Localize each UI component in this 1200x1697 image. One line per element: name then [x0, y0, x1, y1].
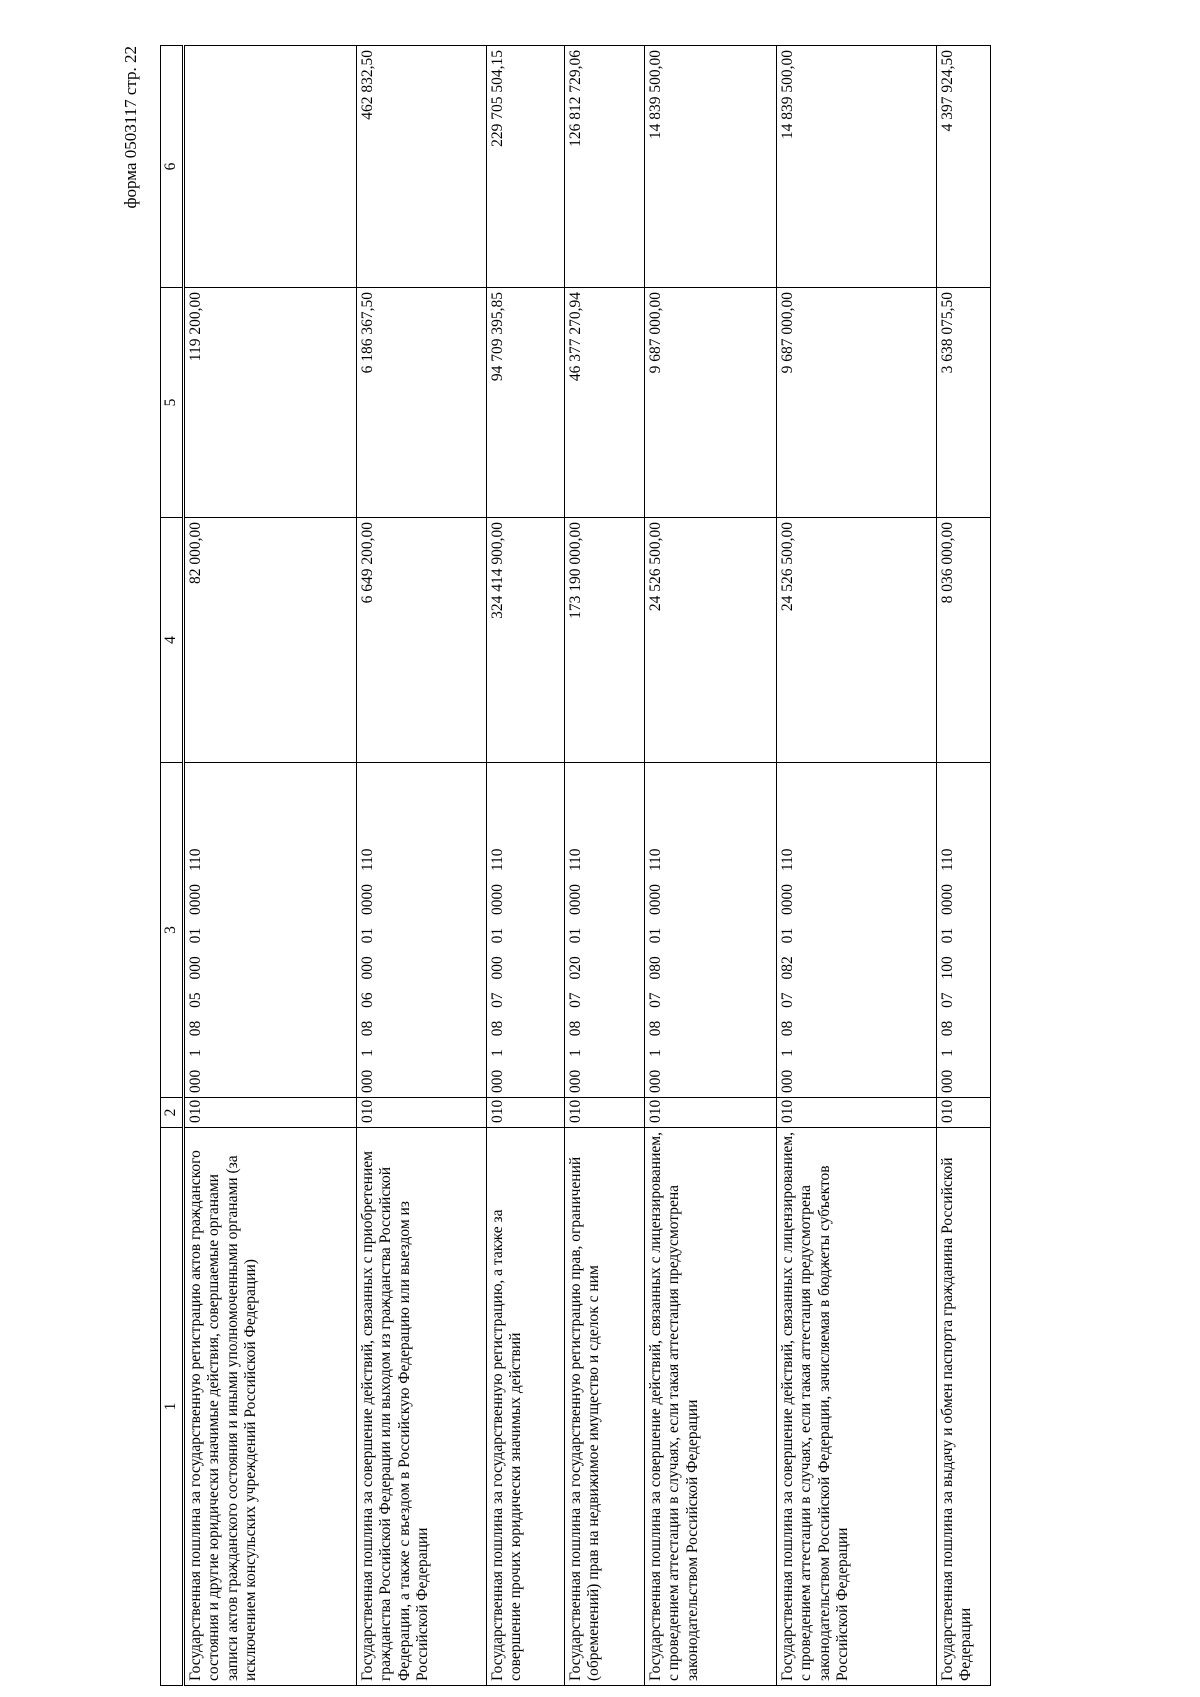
income-table	[160, 45, 991, 1686]
budget-code-cell: 000 1 08 06 000 01 0000 110	[356, 763, 486, 1098]
column-number-row	[161, 46, 184, 1686]
line-code-cell: 010	[486, 1098, 564, 1128]
column-header: 3	[161, 763, 184, 1098]
budget-code-cell: 000 1 08 07 100 01 0000 110	[936, 763, 990, 1098]
unexecuted-cell	[183, 46, 356, 288]
rotated-content	[117, 46, 1017, 1686]
executed-cell: 94 709 395,85	[486, 288, 564, 518]
column-header: 2	[161, 1098, 184, 1128]
column-header: 6	[161, 46, 184, 288]
executed-cell: 3 638 075,50	[936, 288, 990, 518]
approved-cell: 24 526 500,00	[776, 518, 936, 763]
budget-code-cell: 000 1 08 07 020 01 0000 110	[564, 763, 644, 1098]
line-code-cell: 010	[776, 1098, 936, 1128]
table-row	[356, 46, 486, 1686]
approved-cell: 324 414 900,00	[486, 518, 564, 763]
line-code-cell: 010	[183, 1098, 356, 1128]
table-row	[183, 46, 356, 1686]
line-code-cell: 010	[644, 1098, 776, 1128]
approved-cell: 173 190 000,00	[564, 518, 644, 763]
approved-cell: 6 649 200,00	[356, 518, 486, 763]
approved-cell: 8 036 000,00	[936, 518, 990, 763]
table-row	[776, 46, 936, 1686]
line-code-cell: 010	[936, 1098, 990, 1128]
budget-code-cell: 000 1 08 07 080 01 0000 110	[644, 763, 776, 1098]
column-header: 4	[161, 518, 184, 763]
table-row	[486, 46, 564, 1686]
income-name-cell: Государственная пошлина за совершение действий, связанных с лицензированием, с проведением аттестации в случаях, если такая аттестация предусмотрена законодательством Российской Федерации, зачисляемая в бюджеты субъектов Российской Федерации	[776, 1128, 936, 1686]
executed-cell: 119 200,00	[183, 288, 356, 518]
unexecuted-cell: 14 839 500,00	[776, 46, 936, 288]
approved-cell: 82 000,00	[183, 518, 356, 763]
unexecuted-cell: 4 397 924,50	[936, 46, 990, 288]
unexecuted-cell: 14 839 500,00	[644, 46, 776, 288]
unexecuted-cell: 229 705 504,15	[486, 46, 564, 288]
column-header: 1	[161, 1128, 184, 1686]
unexecuted-cell: 126 812 729,06	[564, 46, 644, 288]
income-name-cell: Государственная пошлина за совершение действий, связанных с лицензированием, с проведением аттестации в случаях, если такая аттестация предусмотрена законодательством Российской Федерации	[644, 1128, 776, 1686]
executed-cell: 6 186 367,50	[356, 288, 486, 518]
budget-code-cell: 000 1 08 07 082 01 0000 110	[776, 763, 936, 1098]
table-row	[644, 46, 776, 1686]
income-name-cell: Государственная пошлина за государственную регистрацию, а также за совершение прочих юридически значимых действий	[486, 1128, 564, 1686]
approved-cell: 24 526 500,00	[644, 518, 776, 763]
executed-cell: 9 687 000,00	[776, 288, 936, 518]
line-code-cell: 010	[564, 1098, 644, 1128]
budget-code-cell: 000 1 08 05 000 01 0000 110	[183, 763, 356, 1098]
income-name-cell: Государственная пошлина за государственную регистрацию актов гражданского состояния и другие юридически значимые действия, совершаемые органами записи актов гражданского состояния и иными уполномоченными органами (за исключением консульских учреждений Российской Федерации)	[183, 1128, 356, 1686]
executed-cell: 46 377 270,94	[564, 288, 644, 518]
income-name-cell: Государственная пошлина за выдачу и обмен паспорта гражданина Российской Федерации	[936, 1128, 990, 1686]
form-page-label: форма 0503117 стр. 22	[121, 46, 140, 209]
income-name-cell: Государственная пошлина за совершение действий, связанных с приобретением гражданства Российской Федерации или выходом из гражданства Российской Федерации, а также с въездом в Российскую Федерацию или выездом из Российской Федерации	[356, 1128, 486, 1686]
line-code-cell: 010	[356, 1098, 486, 1128]
unexecuted-cell: 462 832,50	[356, 46, 486, 288]
table-row	[564, 46, 644, 1686]
executed-cell: 9 687 000,00	[644, 288, 776, 518]
column-header: 5	[161, 288, 184, 518]
income-name-cell: Государственная пошлина за государственную регистрацию прав, ограничений (обременений) прав на недвижимое имущество и сделок с ним	[564, 1128, 644, 1686]
table-row	[936, 46, 990, 1686]
budget-code-cell: 000 1 08 07 000 01 0000 110	[486, 763, 564, 1098]
